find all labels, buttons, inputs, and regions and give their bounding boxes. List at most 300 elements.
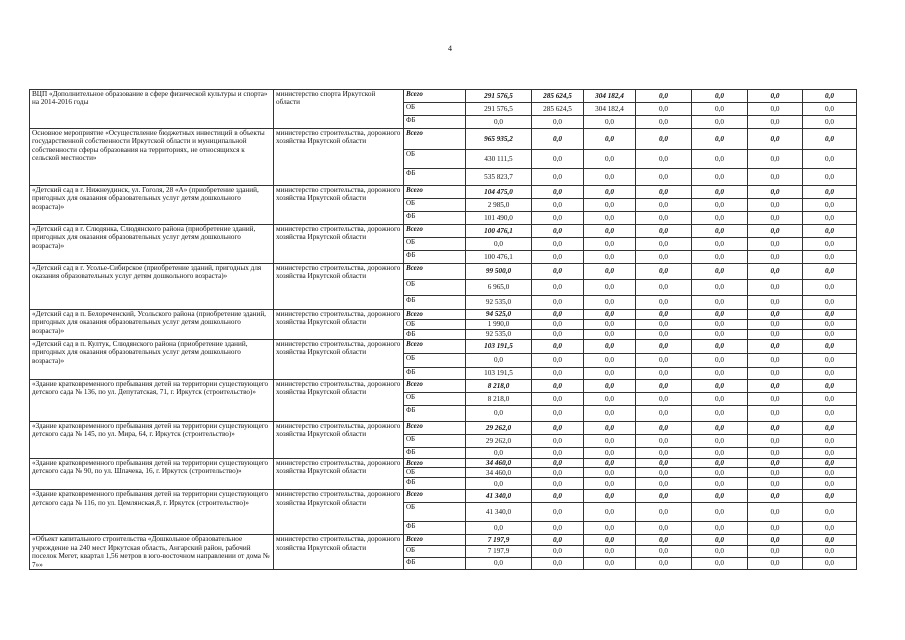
table-row-total	[30, 422, 857, 435]
amount-cell: 0,0	[803, 354, 857, 368]
amount-cell: 0,0	[584, 503, 636, 522]
amount-cell: 0,0	[636, 368, 692, 380]
amount-cell: 0,0	[803, 150, 857, 169]
amount-cell: 0,0	[748, 406, 803, 422]
amount-cell: 41 340,0	[466, 490, 532, 503]
item-name: «Здание кратковременного пребывания детей на территории существующего детского сада № 145, по ул. Мира, 64, г. Иркутск (строительство)»	[30, 422, 274, 459]
amount-cell: 0,0	[532, 557, 584, 569]
amount-cell: 0,0	[584, 468, 636, 478]
amount-cell: 0,0	[584, 199, 636, 212]
amount-cell: 0,0	[584, 435, 636, 448]
amount-cell: 0,0	[584, 296, 636, 310]
amount-cell: 34 460,0	[466, 459, 532, 468]
amount-cell: 0,0	[692, 459, 748, 468]
table-row-total	[30, 535, 857, 545]
amount-cell: 965 935,2	[466, 129, 532, 150]
amount-cell: 101 490,0	[466, 212, 532, 225]
item-name: «Здание кратковременного пребывания детей на территории существующего детского сада № 116, по ул. Цемлянская,8, г. Иркутск (строительство)»	[30, 490, 274, 535]
amount-cell: 0,0	[636, 422, 692, 435]
amount-cell: 0,0	[636, 478, 692, 490]
amount-cell: 0,0	[748, 535, 803, 545]
funding-source: Всего	[404, 340, 466, 354]
funding-source: ОБ	[404, 545, 466, 557]
amount-cell: 0,0	[803, 212, 857, 225]
amount-cell: 0,0	[532, 150, 584, 169]
amount-cell: 0,0	[803, 478, 857, 490]
amount-cell: 94 525,0	[466, 310, 532, 320]
amount-cell: 0,0	[636, 264, 692, 280]
amount-cell: 0,0	[803, 522, 857, 535]
amount-cell: 0,0	[636, 310, 692, 320]
amount-cell: 0,0	[803, 310, 857, 320]
funding-source: ОБ	[404, 468, 466, 478]
amount-cell: 0,0	[636, 186, 692, 199]
funding-source: ФБ	[404, 169, 466, 186]
funding-source: ОБ	[404, 393, 466, 406]
amount-cell: 0,0	[803, 116, 857, 129]
amount-cell: 8 218,0	[466, 393, 532, 406]
amount-cell: 0,0	[636, 296, 692, 310]
amount-cell: 0,0	[748, 393, 803, 406]
amount-cell: 0,0	[636, 468, 692, 478]
item-name: «Детский сад в г. Нижнеудинск, ул. Гоголя, 28 «А» (приобретение зданий, пригодных для оказания образовательных услуг детям дошкольного возраста)»	[30, 186, 274, 225]
funding-source: ФБ	[404, 296, 466, 310]
amount-cell: 0,0	[584, 212, 636, 225]
amount-cell: 0,0	[748, 340, 803, 354]
amount-cell: 0,0	[748, 264, 803, 280]
amount-cell: 0,0	[584, 116, 636, 129]
amount-cell: 0,0	[636, 354, 692, 368]
amount-cell: 8 218,0	[466, 380, 532, 393]
amount-cell: 0,0	[748, 90, 803, 103]
item-executor: министерство строительства, дорожного хозяйства Иркутской области	[274, 422, 404, 459]
amount-cell: 0,0	[748, 522, 803, 535]
amount-cell: 0,0	[636, 393, 692, 406]
amount-cell: 0,0	[692, 129, 748, 150]
amount-cell: 0,0	[532, 354, 584, 368]
item-executor: министерство строительства, дорожного хозяйства Иркутской области	[274, 380, 404, 422]
amount-cell: 0,0	[692, 535, 748, 545]
amount-cell: 0,0	[692, 296, 748, 310]
amount-cell: 0,0	[803, 459, 857, 468]
page-number: 4	[448, 44, 452, 53]
funding-source: ФБ	[404, 212, 466, 225]
amount-cell: 0,0	[636, 90, 692, 103]
amount-cell: 0,0	[803, 406, 857, 422]
amount-cell: 0,0	[692, 116, 748, 129]
amount-cell: 0,0	[532, 129, 584, 150]
funding-source: ОБ	[404, 199, 466, 212]
amount-cell: 0,0	[748, 468, 803, 478]
amount-cell: 291 576,5	[466, 103, 532, 116]
amount-cell: 0,0	[584, 264, 636, 280]
amount-cell: 285 624,5	[532, 90, 584, 103]
amount-cell: 0,0	[692, 310, 748, 320]
amount-cell: 0,0	[692, 468, 748, 478]
table-row-total	[30, 90, 857, 103]
amount-cell: 0,0	[748, 448, 803, 459]
amount-cell: 0,0	[803, 129, 857, 150]
item-executor: министерство строительства, дорожного хозяйства Иркутской области	[274, 535, 404, 570]
amount-cell: 0,0	[636, 103, 692, 116]
funding-source: ФБ	[404, 330, 466, 340]
funding-source: ОБ	[404, 354, 466, 368]
amount-cell: 0,0	[532, 264, 584, 280]
amount-cell: 0,0	[636, 522, 692, 535]
table-row-total	[30, 310, 857, 320]
amount-cell: 0,0	[692, 522, 748, 535]
amount-cell: 0,0	[584, 150, 636, 169]
funding-source: Всего	[404, 264, 466, 280]
amount-cell: 0,0	[748, 459, 803, 468]
item-executor: министерство строительства, дорожного хозяйства Иркутской области	[274, 129, 404, 186]
amount-cell: 0,0	[803, 320, 857, 330]
amount-cell: 0,0	[692, 199, 748, 212]
item-executor: министерство строительства, дорожного хозяйства Иркутской области	[274, 459, 404, 490]
funding-source: ФБ	[404, 448, 466, 459]
amount-cell: 0,0	[584, 251, 636, 264]
amount-cell: 0,0	[748, 368, 803, 380]
amount-cell: 0,0	[532, 212, 584, 225]
amount-cell: 0,0	[748, 490, 803, 503]
funding-source: ОБ	[404, 280, 466, 296]
item-name: «Детский сад в г. Усолье-Сибирское (приобретение зданий, пригодных для оказания образовательных услуг детям дошкольного возраста)»	[30, 264, 274, 310]
amount-cell: 0,0	[748, 330, 803, 340]
funding-source: ФБ	[404, 522, 466, 535]
amount-cell: 0,0	[692, 251, 748, 264]
amount-cell: 0,0	[532, 310, 584, 320]
funding-source: Всего	[404, 459, 466, 468]
amount-cell: 104 475,0	[466, 186, 532, 199]
amount-cell: 34 460,0	[466, 468, 532, 478]
amount-cell: 0,0	[532, 522, 584, 535]
amount-cell: 0,0	[584, 545, 636, 557]
funding-source: ОБ	[404, 503, 466, 522]
amount-cell: 0,0	[748, 354, 803, 368]
amount-cell: 430 111,5	[466, 150, 532, 169]
amount-cell: 0,0	[584, 422, 636, 435]
amount-cell: 0,0	[803, 448, 857, 459]
amount-cell: 0,0	[636, 129, 692, 150]
amount-cell: 0,0	[466, 116, 532, 129]
funding-source: ФБ	[404, 368, 466, 380]
amount-cell: 0,0	[584, 330, 636, 340]
amount-cell: 0,0	[748, 129, 803, 150]
amount-cell: 0,0	[584, 522, 636, 535]
amount-cell: 0,0	[692, 503, 748, 522]
table-row-total	[30, 225, 857, 238]
amount-cell: 0,0	[803, 296, 857, 310]
amount-cell: 0,0	[584, 490, 636, 503]
amount-cell: 92 535,0	[466, 296, 532, 310]
amount-cell: 0,0	[692, 280, 748, 296]
amount-cell: 0,0	[748, 280, 803, 296]
amount-cell: 0,0	[636, 116, 692, 129]
amount-cell: 0,0	[692, 186, 748, 199]
funding-source: ФБ	[404, 251, 466, 264]
amount-cell: 0,0	[692, 264, 748, 280]
amount-cell: 0,0	[636, 490, 692, 503]
funding-source: Всего	[404, 535, 466, 545]
amount-cell: 0,0	[532, 422, 584, 435]
amount-cell: 0,0	[748, 310, 803, 320]
funding-source: Всего	[404, 186, 466, 199]
funding-source: Всего	[404, 490, 466, 503]
amount-cell: 0,0	[692, 393, 748, 406]
amount-cell: 0,0	[584, 320, 636, 330]
amount-cell: 99 500,0	[466, 264, 532, 280]
item-name: «Детский сад в п. Култук, Слюдянского района (приобретение зданий, пригодных для оказания образовательных услуг детям дошкольного возраста)»	[30, 340, 274, 380]
amount-cell: 0,0	[748, 116, 803, 129]
amount-cell: 0,0	[748, 545, 803, 557]
amount-cell: 0,0	[584, 393, 636, 406]
amount-cell: 0,0	[636, 545, 692, 557]
amount-cell: 0,0	[532, 225, 584, 238]
amount-cell: 0,0	[532, 503, 584, 522]
amount-cell: 0,0	[803, 90, 857, 103]
amount-cell: 0,0	[636, 557, 692, 569]
amount-cell: 2 985,0	[466, 199, 532, 212]
amount-cell: 0,0	[532, 186, 584, 199]
amount-cell: 0,0	[584, 129, 636, 150]
amount-cell: 0,0	[803, 238, 857, 251]
amount-cell: 0,0	[584, 459, 636, 468]
budget-table	[29, 89, 857, 570]
amount-cell: 0,0	[636, 150, 692, 169]
amount-cell: 0,0	[532, 459, 584, 468]
amount-cell: 0,0	[803, 545, 857, 557]
amount-cell: 0,0	[692, 212, 748, 225]
amount-cell: 0,0	[532, 320, 584, 330]
amount-cell: 304 182,4	[584, 103, 636, 116]
item-name: ВЦП «Дополнительное образование в сфере физической культуры и спорта» на 2014-2016 годы	[30, 90, 274, 129]
item-executor: министерство спорта Иркутской области	[274, 90, 404, 129]
amount-cell: 0,0	[532, 368, 584, 380]
amount-cell: 0,0	[748, 251, 803, 264]
funding-source: Всего	[404, 225, 466, 238]
amount-cell: 7 197,9	[466, 535, 532, 545]
amount-cell: 0,0	[532, 490, 584, 503]
amount-cell: 0,0	[636, 251, 692, 264]
amount-cell: 0,0	[748, 212, 803, 225]
amount-cell: 0,0	[636, 199, 692, 212]
amount-cell: 0,0	[803, 330, 857, 340]
amount-cell: 0,0	[636, 535, 692, 545]
item-executor: министерство строительства, дорожного хозяйства Иркутской области	[274, 186, 404, 225]
item-name: «Детский сад в п. Белореченский, Усольского района (приобретение зданий, пригодных для оказания образовательных услуг детям дошкольного возраста)»	[30, 310, 274, 340]
amount-cell: 0,0	[532, 169, 584, 186]
item-name: «Здание кратковременного пребывания детей на территории существующего детского сада № 90, по ул. Шпачека, 16, г. Иркутск (строительство)»	[30, 459, 274, 490]
amount-cell: 0,0	[584, 557, 636, 569]
amount-cell: 0,0	[636, 320, 692, 330]
amount-cell: 0,0	[532, 545, 584, 557]
amount-cell: 304 182,4	[584, 90, 636, 103]
amount-cell: 0,0	[584, 406, 636, 422]
amount-cell: 0,0	[532, 330, 584, 340]
amount-cell: 0,0	[692, 557, 748, 569]
amount-cell: 0,0	[803, 393, 857, 406]
amount-cell: 0,0	[466, 478, 532, 490]
amount-cell: 103 191,5	[466, 340, 532, 354]
amount-cell: 0,0	[636, 459, 692, 468]
amount-cell: 0,0	[532, 116, 584, 129]
amount-cell: 0,0	[692, 340, 748, 354]
amount-cell: 41 340,0	[466, 503, 532, 522]
amount-cell: 0,0	[636, 225, 692, 238]
amount-cell: 0,0	[803, 380, 857, 393]
amount-cell: 0,0	[803, 103, 857, 116]
amount-cell: 0,0	[584, 238, 636, 251]
item-executor: министерство строительства, дорожного хозяйства Иркутской области	[274, 340, 404, 380]
amount-cell: 0,0	[692, 330, 748, 340]
amount-cell: 0,0	[532, 535, 584, 545]
amount-cell: 0,0	[803, 435, 857, 448]
item-name: «Детский сад в г. Слюдянка, Слюдянского района (приобретение зданий, пригодных для оказания образовательных услуг детям дошкольного возраста)»	[30, 225, 274, 264]
amount-cell: 0,0	[466, 406, 532, 422]
amount-cell: 0,0	[532, 393, 584, 406]
item-executor: министерство строительства, дорожного хозяйства Иркутской области	[274, 225, 404, 264]
amount-cell: 0,0	[692, 545, 748, 557]
amount-cell: 0,0	[584, 535, 636, 545]
amount-cell: 0,0	[748, 103, 803, 116]
funding-source: ОБ	[404, 238, 466, 251]
funding-source: ФБ	[404, 557, 466, 569]
amount-cell: 0,0	[584, 186, 636, 199]
amount-cell: 0,0	[466, 354, 532, 368]
amount-cell: 0,0	[584, 368, 636, 380]
amount-cell: 0,0	[636, 238, 692, 251]
amount-cell: 0,0	[748, 238, 803, 251]
amount-cell: 0,0	[636, 280, 692, 296]
amount-cell: 29 262,0	[466, 435, 532, 448]
funding-source: ФБ	[404, 116, 466, 129]
amount-cell: 29 262,0	[466, 422, 532, 435]
amount-cell: 100 476,1	[466, 251, 532, 264]
funding-source: Всего	[404, 422, 466, 435]
amount-cell: 0,0	[692, 490, 748, 503]
amount-cell: 0,0	[803, 368, 857, 380]
item-executor: министерство строительства, дорожного хозяйства Иркутской области	[274, 264, 404, 310]
amount-cell: 535 823,7	[466, 169, 532, 186]
amount-cell: 0,0	[636, 435, 692, 448]
amount-cell: 0,0	[584, 310, 636, 320]
amount-cell: 6 965,0	[466, 280, 532, 296]
amount-cell: 0,0	[803, 422, 857, 435]
amount-cell: 1 990,0	[466, 320, 532, 330]
funding-source: ФБ	[404, 406, 466, 422]
amount-cell: 0,0	[803, 199, 857, 212]
amount-cell: 0,0	[584, 448, 636, 459]
amount-cell: 0,0	[636, 212, 692, 225]
amount-cell: 0,0	[692, 435, 748, 448]
amount-cell: 0,0	[584, 478, 636, 490]
amount-cell: 0,0	[636, 406, 692, 422]
funding-source: Всего	[404, 129, 466, 150]
amount-cell: 0,0	[532, 280, 584, 296]
amount-cell: 0,0	[466, 238, 532, 251]
funding-source: Всего	[404, 310, 466, 320]
amount-cell: 0,0	[803, 186, 857, 199]
amount-cell: 0,0	[692, 169, 748, 186]
amount-cell: 0,0	[803, 490, 857, 503]
funding-source: ОБ	[404, 150, 466, 169]
amount-cell: 0,0	[748, 296, 803, 310]
amount-cell: 0,0	[584, 280, 636, 296]
item-executor: министерство строительства, дорожного хозяйства Иркутской области	[274, 490, 404, 535]
item-name: «Здание кратковременного пребывания детей на территории существующего детского сада № 136, по ул. Депутатская, 71, г. Иркутск (строительство)»	[30, 380, 274, 422]
amount-cell: 0,0	[748, 320, 803, 330]
amount-cell: 0,0	[692, 448, 748, 459]
amount-cell: 0,0	[532, 435, 584, 448]
amount-cell: 0,0	[748, 380, 803, 393]
amount-cell: 0,0	[584, 340, 636, 354]
amount-cell: 0,0	[748, 186, 803, 199]
amount-cell: 0,0	[803, 280, 857, 296]
amount-cell: 0,0	[692, 478, 748, 490]
amount-cell: 285 624,5	[532, 103, 584, 116]
amount-cell: 0,0	[748, 557, 803, 569]
amount-cell: 0,0	[803, 340, 857, 354]
amount-cell: 0,0	[692, 225, 748, 238]
amount-cell: 0,0	[532, 238, 584, 251]
amount-cell: 0,0	[466, 557, 532, 569]
amount-cell: 0,0	[803, 251, 857, 264]
amount-cell: 0,0	[748, 169, 803, 186]
funding-source: ОБ	[404, 103, 466, 116]
item-name: Основное мероприятие «Осуществление бюджетных инвестиций в объекты государственной собственности Иркутской области и муниципальной собственности сферы образования на территориях, не относящихся к сельской местности»	[30, 129, 274, 186]
table-row-total	[30, 129, 857, 150]
funding-source: ОБ	[404, 435, 466, 448]
funding-source: ОБ	[404, 320, 466, 330]
amount-cell: 0,0	[748, 435, 803, 448]
amount-cell: 0,0	[748, 150, 803, 169]
table-row-total	[30, 186, 857, 199]
table-row-total	[30, 459, 857, 468]
amount-cell: 0,0	[692, 380, 748, 393]
amount-cell: 0,0	[692, 320, 748, 330]
amount-cell: 100 476,1	[466, 225, 532, 238]
amount-cell: 0,0	[532, 468, 584, 478]
amount-cell: 0,0	[692, 103, 748, 116]
amount-cell: 0,0	[803, 225, 857, 238]
amount-cell: 0,0	[748, 478, 803, 490]
table-row-total	[30, 340, 857, 354]
amount-cell: 0,0	[692, 238, 748, 251]
amount-cell: 0,0	[692, 90, 748, 103]
amount-cell: 0,0	[748, 503, 803, 522]
amount-cell: 0,0	[803, 557, 857, 569]
amount-cell: 0,0	[692, 354, 748, 368]
funding-source: Всего	[404, 380, 466, 393]
amount-cell: 0,0	[692, 406, 748, 422]
item-name: «Объект капитального строительства «Дошкольное образовательное учреждение на 240 мест Иркутская область, Ангарский район, рабочий поселок Мегет, квартал 1,56 метров в юго-восточном направлении от дома № 7»»	[30, 535, 274, 570]
amount-cell: 0,0	[532, 296, 584, 310]
amount-cell: 0,0	[636, 169, 692, 186]
amount-cell: 0,0	[584, 380, 636, 393]
amount-cell: 0,0	[532, 478, 584, 490]
amount-cell: 0,0	[532, 448, 584, 459]
funding-source: ФБ	[404, 478, 466, 490]
table-row-total	[30, 264, 857, 280]
amount-cell: 0,0	[466, 522, 532, 535]
amount-cell: 291 576,5	[466, 90, 532, 103]
amount-cell: 0,0	[584, 169, 636, 186]
table-row-total	[30, 490, 857, 503]
amount-cell: 0,0	[584, 354, 636, 368]
amount-cell: 0,0	[584, 225, 636, 238]
amount-cell: 103 191,5	[466, 368, 532, 380]
table-row-total	[30, 380, 857, 393]
